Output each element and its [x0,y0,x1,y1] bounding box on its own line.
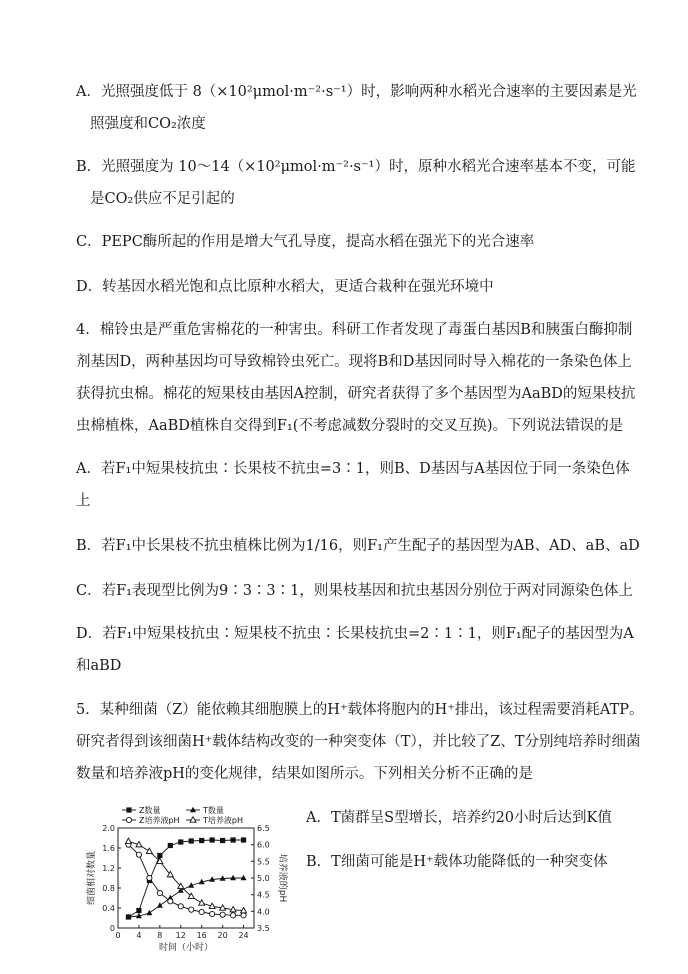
series-0-point [168,843,173,848]
y-left-tick-label: 0.8 [102,884,115,893]
y-right-tick-label: 6.0 [257,840,270,850]
y-left-tick-label: 1.2 [102,864,115,873]
series-0-point [241,837,246,842]
series-2-point [230,913,235,918]
series-2-point [147,875,152,880]
series-2-point [168,899,173,904]
series-3-point [125,838,131,843]
legend-marker [190,807,196,812]
y-left-tick-label: 0.4 [102,904,115,913]
series-0-point [210,837,215,842]
series-0-point [199,838,204,843]
x-axis-label: 时间（小时） [158,943,214,953]
series-2-point [178,904,183,909]
series-line-3 [128,841,243,910]
series-2-point [210,911,215,916]
series-1-point [157,902,163,907]
q4-option-d-line1: D．若F₁中短果枝抗虫∶短果枝不抗虫∶长果枝抗虫=2∶1∶1，则F₁配子的基因型为A [76,626,634,642]
bacteria-chart-svg [76,802,298,970]
q3-option-c: C．PEPC酶所起的作用是增大气孔导度，提高水稻在强光下的光合速率 [76,234,535,250]
series-2-point [220,912,225,917]
q5-stem-line3: 数量和培养液pH的变化规律，结果如图所示。下列相关分析不正确的是 [76,766,533,782]
legend-marker [126,817,131,822]
series-1-point [230,875,236,880]
y-right-tick-label: 4.0 [257,907,270,917]
q4-stem-line2: 剂基因D，两种基因均可导致棉铃虫死亡。现将B和D基因同时导入棉花的一条染色体上 [76,354,632,370]
q3-option-a-line2: 照强度和CO₂浓度 [90,116,206,132]
q5-stem-line1: 5．某种细菌（Z）能依赖其细胞膜上的H⁺载体将胞内的H⁺排出，该过程需要消耗ATP。 [76,702,644,718]
q5-option-b: B．T细菌可能是H⁺载体功能降低的一种突变体 [306,854,608,870]
series-3-point [199,900,205,905]
y-right-axis-label: 培养液的pH [277,853,287,903]
x-tick-label: 12 [175,931,186,940]
x-tick-label: 0 [115,931,121,940]
series-0-point [136,908,141,913]
series-2-point [241,913,246,918]
q3-option-a-line1: A．光照强度低于 8（×10²μmol·m⁻²·s⁻¹）时，影响两种水稻光合速率的主要因素是光 [76,84,637,100]
series-0-point [189,838,194,843]
x-tick-label: 8 [157,931,163,940]
legend-marker [126,807,131,812]
y-right-tick-label: 3.5 [257,924,270,933]
q4-stem-line3: 获得抗虫棉。棉花的短果枝由基因A控制，研究者获得了多个基因型为AaBD的短果枝抗 [76,386,636,402]
bacteria-chart [76,802,298,970]
x-tick-label: 16 [196,931,207,940]
q3-option-b-line2: 是CO₂供应不足引起的 [90,191,235,207]
y-right-tick-label: 5.5 [257,857,270,867]
legend-label: T数量 [203,806,224,815]
series-3-point [146,848,152,853]
series-2-point [157,890,162,895]
series-line-2 [128,845,243,916]
x-tick-label: 24 [238,931,249,940]
q4-option-a-line1: A．若F₁中短果枝抗虫∶长果枝不抗虫=3∶1，则B、D基因与A基因位于同一条染色体 [76,461,630,477]
q4-option-a-line2: 上 [76,493,91,509]
series-0-point [220,838,225,843]
q4-option-c: C．若F₁表现型比例为9∶3∶3∶1，则果枝基因和抗虫基因分别位于两对同源染色体上 [76,583,633,599]
q4-option-d-line2: 和aBD [76,658,122,674]
series-2-point [189,907,194,912]
series-1-point [241,875,247,880]
series-1-point [146,910,152,915]
q5-stem-line2: 研究者得到该细菌H⁺载体结构改变的一种突变体（T），并比较了Z、T分别纯培养时细菌 [76,734,641,750]
legend-marker [190,817,196,822]
q3-option-d: D．转基因水稻光饱和点比原种水稻大，更适合栽种在强光环境中 [76,279,494,295]
q5-option-a: A．T菌群呈S型增长，培养约20小时后达到K值 [306,810,612,826]
series-line-1 [128,878,243,917]
x-tick-label: 20 [217,931,228,940]
x-tick-label: 4 [136,931,142,940]
y-right-tick-label: 5.0 [257,874,270,883]
q3-option-b-line1: B．光照强度为 10～14（×10²μmol·m⁻²·s⁻¹）时，原种水稻光合速率基本不变，可能 [76,159,636,175]
legend-label: T培养液pH [203,816,243,825]
q4-option-b: B．若F₁中长果枝不抗虫植株比例为1/16，则F₁产生配子的基因型为AB、AD、aB、aD [76,538,640,554]
legend-label: Z数量 [139,806,161,815]
q4-stem-line4: 虫棉植株，AaBD植株自交得到F₁(不考虑减数分裂时的交叉互换)。下列说法错误的是 [76,418,624,434]
y-right-tick-label: 4.5 [257,890,270,900]
y-right-tick-label: 6.5 [257,824,270,833]
legend-label: Z培养液pH [139,816,180,825]
series-2-point [136,852,141,857]
series-0-point [230,837,235,842]
y-left-tick-label: 0 [109,924,115,933]
y-left-axis-label: 细菌相对数量 [87,850,97,906]
series-2-point [199,909,204,914]
y-left-tick-label: 2.0 [102,824,115,833]
q4-stem-line1: 4．棉铃虫是严重危害棉花的一种害虫。科研工作者发现了毒蛋白基因B和胰蛋白酶抑制 [76,322,633,338]
series-0-point [178,839,183,844]
y-left-tick-label: 1.6 [102,844,115,853]
